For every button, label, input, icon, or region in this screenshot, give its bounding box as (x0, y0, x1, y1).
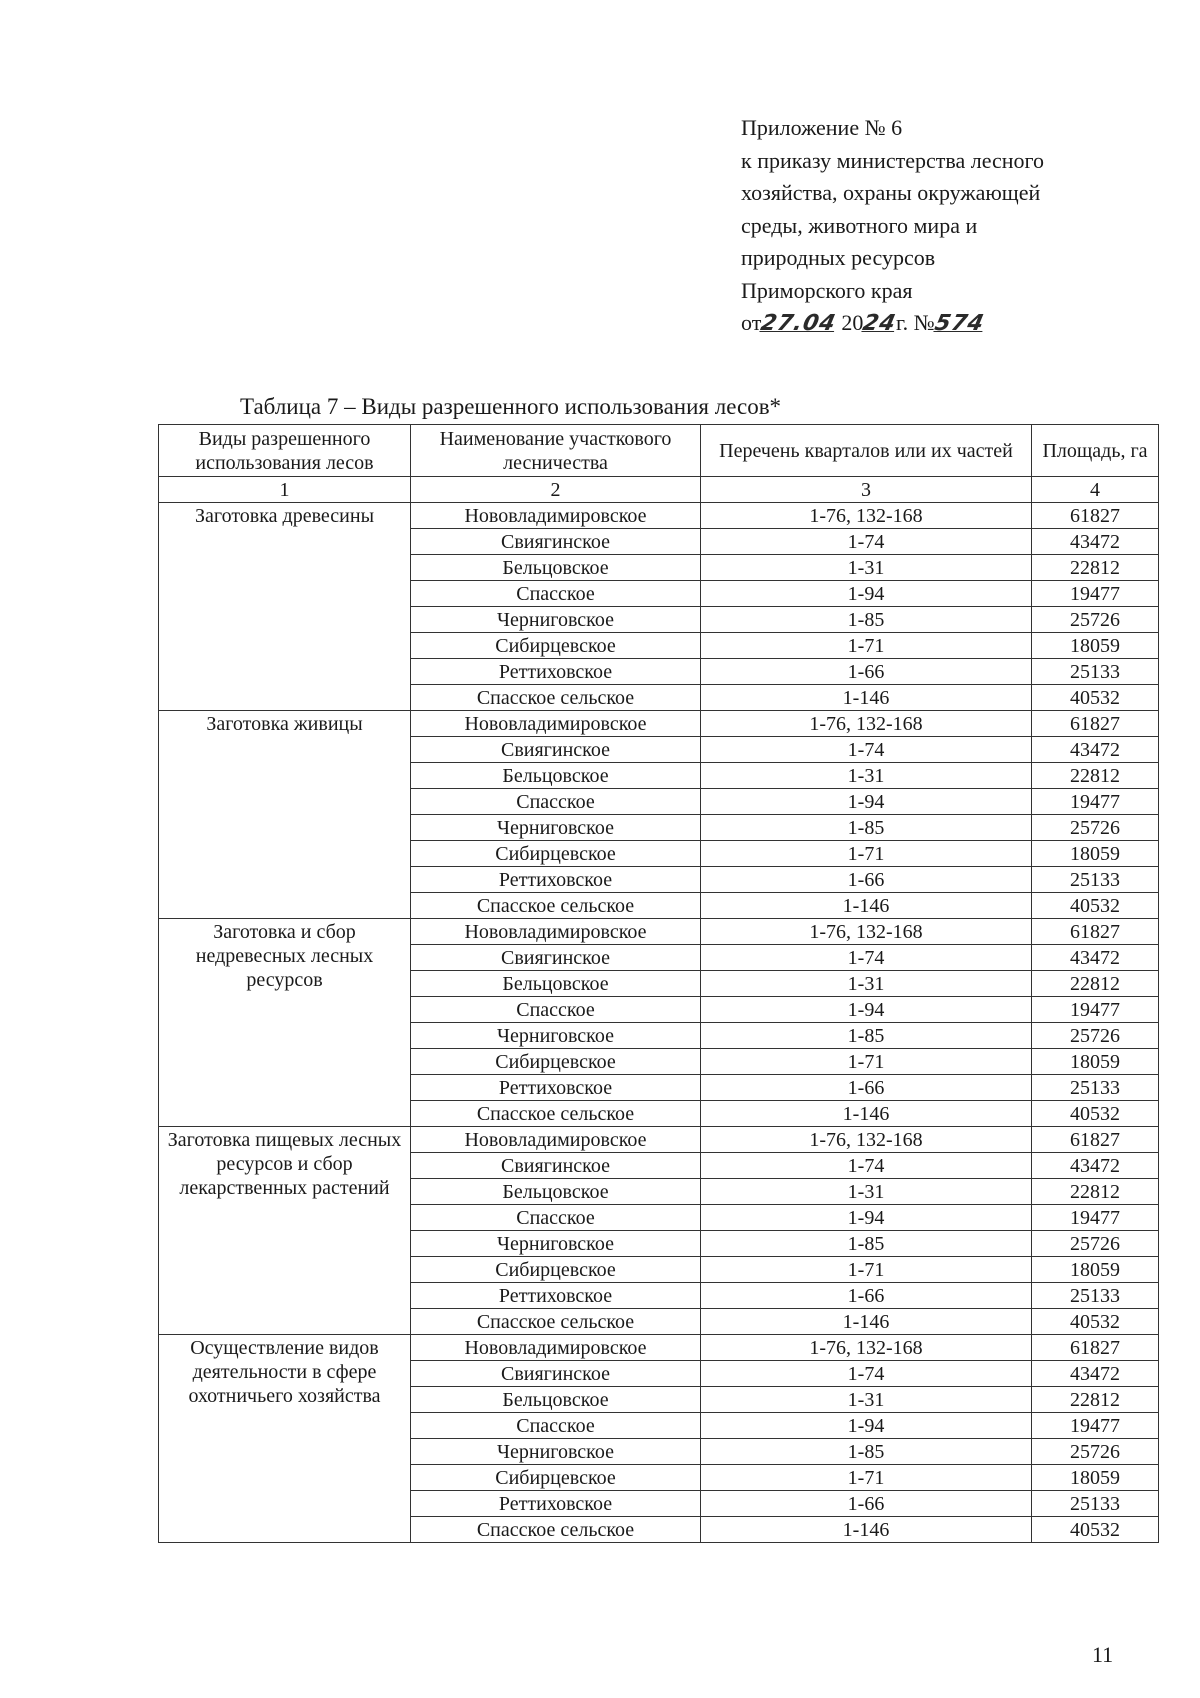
forestry-cell: Сибирцевское (411, 1257, 701, 1283)
quarters-cell: 1-31 (701, 555, 1032, 581)
forestry-cell: Черниговское (411, 1439, 701, 1465)
forestry-cell: Спасское (411, 1205, 701, 1231)
year-prefix: 20 (841, 310, 864, 335)
area-cell: 25133 (1032, 1491, 1159, 1517)
forestry-cell: Сибирцевское (411, 841, 701, 867)
forestry-cell: Нововладимировское (411, 1127, 701, 1153)
forestry-cell: Черниговское (411, 1023, 701, 1049)
area-cell: 43472 (1032, 529, 1159, 555)
quarters-cell: 1-94 (701, 1413, 1032, 1439)
forestry-cell: Бельцовское (411, 763, 701, 789)
use-type-cell: Заготовка и сбор недревесных лесных ресурсов (159, 919, 411, 1127)
area-cell: 25726 (1032, 1439, 1159, 1465)
area-cell: 19477 (1032, 789, 1159, 815)
area-cell: 22812 (1032, 555, 1159, 581)
appendix-line: природных ресурсов (741, 245, 936, 270)
area-cell: 25726 (1032, 1231, 1159, 1257)
area-cell: 61827 (1032, 919, 1159, 945)
area-cell: 22812 (1032, 1179, 1159, 1205)
forestry-cell: Свиягинское (411, 737, 701, 763)
quarters-cell: 1-31 (701, 971, 1032, 997)
use-type-cell: Заготовка пищевых лесных ресурсов и сбор лекарственных растений (159, 1127, 411, 1335)
appendix-line: среды, животного мира и (741, 212, 978, 238)
header-cell: Перечень кварталов или их частей (701, 425, 1032, 477)
handwritten-year: 24 (860, 311, 899, 336)
forestry-cell: Сибирцевское (411, 1049, 701, 1075)
area-cell: 25133 (1032, 659, 1159, 685)
forestry-cell: Спасское сельское (411, 1101, 701, 1127)
quarters-cell: 1-94 (701, 789, 1032, 815)
use-type-cell: Осуществление видов деятельности в сфере охотничьего хозяйства (159, 1335, 411, 1543)
forestry-cell: Черниговское (411, 607, 701, 633)
quarters-cell: 1-31 (701, 763, 1032, 789)
quarters-cell: 1-74 (701, 1153, 1032, 1179)
order-date-line (741, 307, 1141, 341)
area-cell: 25133 (1032, 867, 1159, 893)
quarters-cell: 1-31 (701, 1179, 1032, 1205)
forestry-cell: Свиягинское (411, 945, 701, 971)
area-cell: 18059 (1032, 1049, 1159, 1075)
area-cell: 61827 (1032, 503, 1159, 529)
forestry-cell: Бельцовское (411, 971, 701, 997)
area-cell: 40532 (1032, 1309, 1159, 1335)
quarters-cell: 1-74 (701, 1361, 1032, 1387)
forestry-cell: Нововладимировское (411, 711, 701, 737)
quarters-cell: 1-66 (701, 1283, 1032, 1309)
area-cell: 25133 (1032, 1283, 1159, 1309)
column-number-row (159, 477, 1159, 503)
quarters-cell: 1-74 (701, 529, 1032, 555)
quarters-cell: 1-85 (701, 1231, 1032, 1257)
appendix-line: к приказу министерства лесного (741, 147, 1045, 173)
handwritten-order-number: 574 (932, 311, 987, 336)
page-number: 11 (1092, 1642, 1114, 1667)
area-cell: 19477 (1032, 997, 1159, 1023)
area-cell: 43472 (1032, 737, 1159, 763)
forestry-cell: Реттиховское (411, 659, 701, 685)
quarters-cell: 1-85 (701, 815, 1032, 841)
quarters-cell: 1-94 (701, 1205, 1032, 1231)
area-cell: 43472 (1032, 1153, 1159, 1179)
date-prefix: от (741, 310, 762, 335)
area-cell: 18059 (1032, 1257, 1159, 1283)
appendix-line: хозяйства, охраны окружающей (741, 180, 1041, 205)
quarters-cell: 1-66 (701, 1075, 1032, 1101)
quarters-cell: 1-71 (701, 633, 1032, 659)
quarters-cell: 1-146 (701, 1517, 1032, 1543)
quarters-cell: 1-94 (701, 581, 1032, 607)
appendix-line: Приморского края (741, 277, 913, 303)
area-cell: 61827 (1032, 1335, 1159, 1361)
forestry-cell: Реттиховское (411, 1075, 701, 1101)
quarters-cell: 1-85 (701, 607, 1032, 633)
table-row (159, 1335, 1159, 1361)
area-cell: 22812 (1032, 971, 1159, 997)
quarters-cell: 1-85 (701, 1023, 1032, 1049)
quarters-cell: 1-31 (701, 1387, 1032, 1413)
forestry-cell: Нововладимировское (411, 1335, 701, 1361)
area-cell: 61827 (1032, 1127, 1159, 1153)
quarters-cell: 1-66 (701, 1491, 1032, 1517)
quarters-cell: 1-76, 132-168 (701, 1127, 1032, 1153)
column-number-cell: 4 (1032, 477, 1159, 503)
forestry-cell: Спасское (411, 997, 701, 1023)
header-cell: Наименование участкового лесничества (411, 425, 701, 477)
forestry-cell: Реттиховское (411, 867, 701, 893)
quarters-cell: 1-146 (701, 893, 1032, 919)
area-cell: 19477 (1032, 1205, 1159, 1231)
forestry-cell: Черниговское (411, 815, 701, 841)
forestry-cell: Свиягинское (411, 529, 701, 555)
forestry-cell: Спасское (411, 581, 701, 607)
forestry-cell: Нововладимировское (411, 503, 701, 529)
table-row (159, 1127, 1159, 1153)
table-row (159, 919, 1159, 945)
permitted-use-table (158, 424, 1159, 1543)
quarters-cell: 1-146 (701, 1309, 1032, 1335)
quarters-cell: 1-74 (701, 945, 1032, 971)
area-cell: 19477 (1032, 581, 1159, 607)
area-cell: 40532 (1032, 893, 1159, 919)
area-cell: 43472 (1032, 1361, 1159, 1387)
quarters-cell: 1-66 (701, 659, 1032, 685)
column-number-cell: 2 (411, 477, 701, 503)
quarters-cell: 1-76, 132-168 (701, 503, 1032, 529)
use-type-cell: Заготовка древесины (159, 503, 411, 711)
forestry-cell: Реттиховское (411, 1491, 701, 1517)
table-header-row (159, 425, 1159, 477)
forestry-cell: Черниговское (411, 1231, 701, 1257)
forestry-cell: Нововладимировское (411, 919, 701, 945)
forestry-cell: Бельцовское (411, 555, 701, 581)
forestry-cell: Реттиховское (411, 1283, 701, 1309)
quarters-cell: 1-71 (701, 841, 1032, 867)
forestry-cell: Спасское сельское (411, 685, 701, 711)
area-cell: 40532 (1032, 685, 1159, 711)
area-cell: 61827 (1032, 711, 1159, 737)
forestry-cell: Спасское (411, 1413, 701, 1439)
table-row (159, 711, 1159, 737)
area-cell: 25726 (1032, 607, 1159, 633)
area-cell: 18059 (1032, 1465, 1159, 1491)
quarters-cell: 1-71 (701, 1465, 1032, 1491)
quarters-cell: 1-76, 132-168 (701, 711, 1032, 737)
area-cell: 40532 (1032, 1101, 1159, 1127)
column-number-cell: 3 (701, 477, 1032, 503)
quarters-cell: 1-85 (701, 1439, 1032, 1465)
use-type-cell: Заготовка живицы (159, 711, 411, 919)
handwritten-date: 27.04 (758, 311, 839, 336)
forestry-cell: Спасское сельское (411, 1517, 701, 1543)
header-cell: Виды разрешенного использования лесов (159, 425, 411, 477)
area-cell: 18059 (1032, 841, 1159, 867)
quarters-cell: 1-94 (701, 997, 1032, 1023)
forestry-cell: Бельцовское (411, 1179, 701, 1205)
quarters-cell: 1-76, 132-168 (701, 1335, 1032, 1361)
year-suffix: г. № (896, 310, 935, 335)
forestry-cell: Свиягинское (411, 1153, 701, 1179)
quarters-cell: 1-71 (701, 1049, 1032, 1075)
table-row (159, 503, 1159, 529)
forestry-cell: Сибирцевское (411, 1465, 701, 1491)
quarters-cell: 1-146 (701, 1101, 1032, 1127)
forestry-cell: Бельцовское (411, 1387, 701, 1413)
forestry-cell: Спасское сельское (411, 1309, 701, 1335)
area-cell: 22812 (1032, 763, 1159, 789)
forestry-cell: Свиягинское (411, 1361, 701, 1387)
area-cell: 22812 (1032, 1387, 1159, 1413)
forestry-cell: Спасское сельское (411, 893, 701, 919)
area-cell: 18059 (1032, 633, 1159, 659)
table-title: Таблица 7 – Виды разрешенного использования лесов* (240, 394, 782, 419)
quarters-cell: 1-74 (701, 737, 1032, 763)
area-cell: 43472 (1032, 945, 1159, 971)
column-number-cell: 1 (159, 477, 411, 503)
area-cell: 25726 (1032, 1023, 1159, 1049)
area-cell: 19477 (1032, 1413, 1159, 1439)
quarters-cell: 1-76, 132-168 (701, 919, 1032, 945)
quarters-cell: 1-71 (701, 1257, 1032, 1283)
area-cell: 25726 (1032, 815, 1159, 841)
forestry-cell: Спасское (411, 789, 701, 815)
quarters-cell: 1-66 (701, 867, 1032, 893)
appendix-line: Приложение № 6 (741, 115, 903, 140)
area-cell: 40532 (1032, 1517, 1159, 1543)
forestry-cell: Сибирцевское (411, 633, 701, 659)
appendix-block (741, 112, 1141, 341)
area-cell: 25133 (1032, 1075, 1159, 1101)
header-cell: Площадь, га (1032, 425, 1159, 477)
quarters-cell: 1-146 (701, 685, 1032, 711)
